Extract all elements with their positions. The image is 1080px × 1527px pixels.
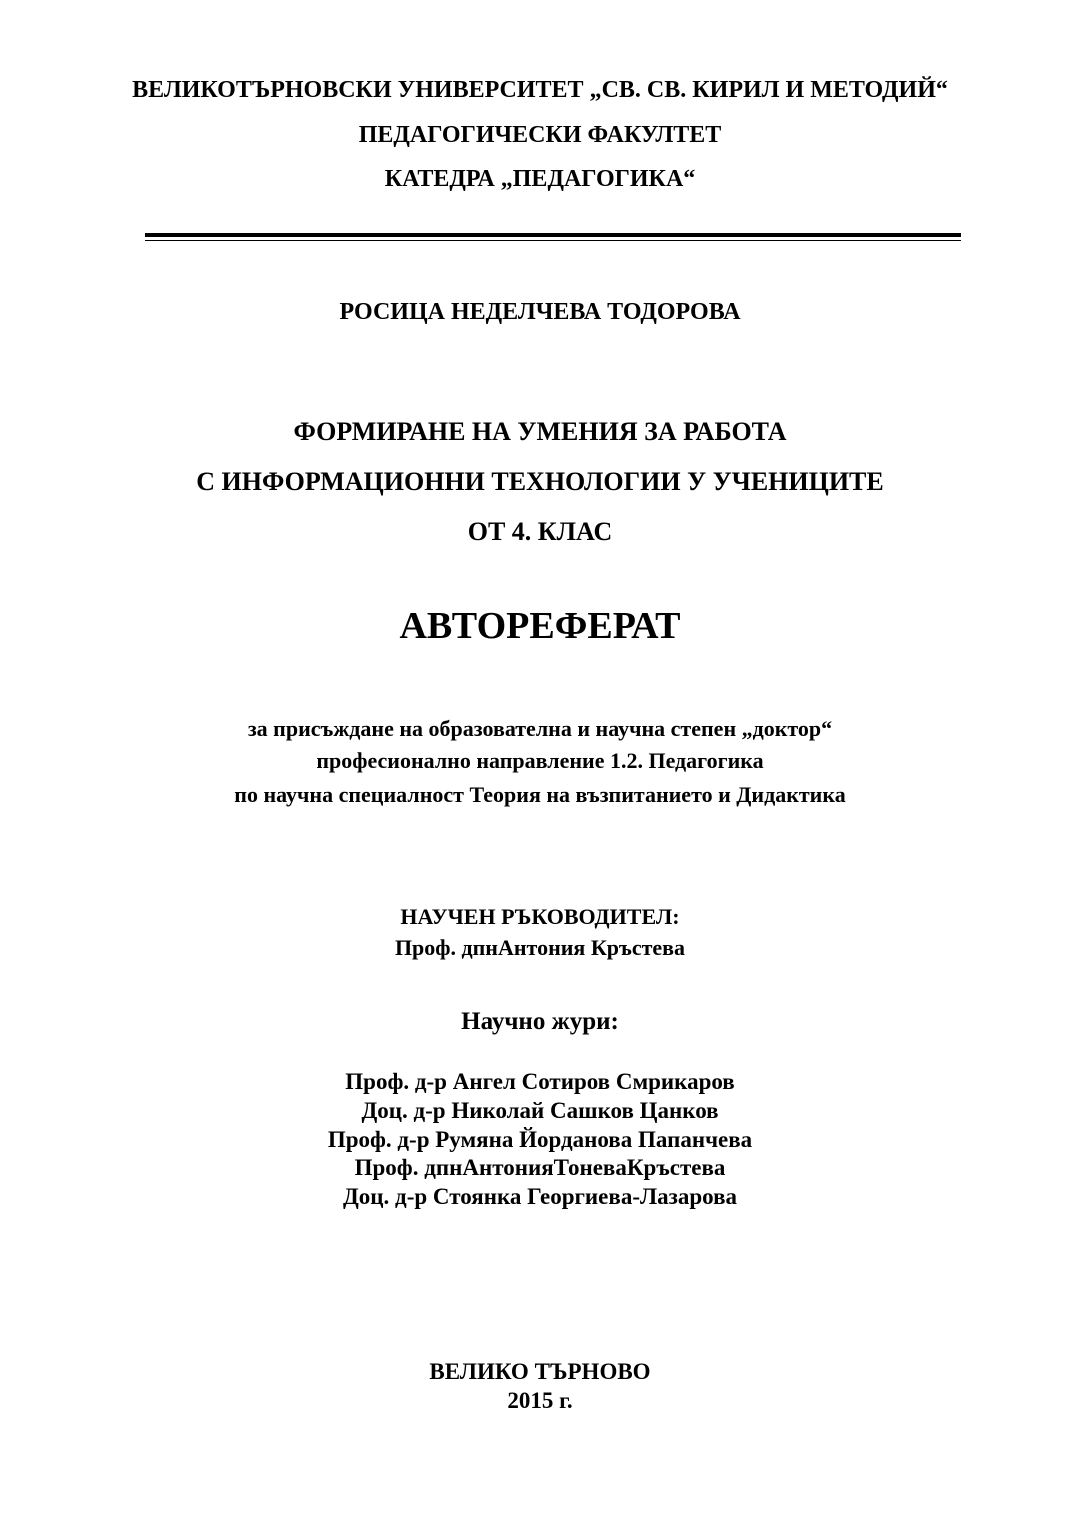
jury-member: Проф. дпнАнтонияТоневаКръстева — [354, 1155, 726, 1180]
purpose-line-1: за присъждане на образователна и научна степен „доктор“ — [247, 716, 833, 741]
jury-member: Доц. д-р Стоянка Георгиева-Лазарова — [342, 1184, 737, 1209]
title-line-2: С ИНФОРМАЦИОННИ ТЕХНОЛОГИИ У УЧЕНИЦИТЕ — [196, 467, 884, 496]
jury-member: Проф. д-р Ангел Сотиров Смрикаров — [345, 1069, 735, 1094]
jury-label: Научно жури: — [461, 1008, 619, 1035]
university-name: ВЕЛИКОТЪРНОВСКИ УНИВЕРСИТЕТ „СВ. СВ. КИРИЛ И МЕТОДИЙ“ — [132, 77, 948, 103]
document-type: АВТОРЕФЕРАТ — [399, 605, 681, 647]
jury-member: Доц. д-р Николай Сашков Цанков — [361, 1098, 719, 1123]
purpose-line-3: по научна специалност Теория на възпитанието и Дидактика — [234, 782, 846, 807]
city: ВЕЛИКО ТЪРНОВО — [429, 1359, 651, 1384]
purpose-line-2: професионално направление 1.2. Педагогика — [316, 748, 764, 773]
department-name: КАТЕДРА „ПЕДАГОГИКА“ — [384, 166, 696, 192]
supervisor-name: Проф. дпнАнтония Кръстева — [394, 935, 686, 960]
supervisor-label: НАУЧЕН РЪКОВОДИТЕЛ: — [400, 904, 680, 929]
header-rule-thick — [145, 233, 961, 237]
faculty-name: ПЕДАГОГИЧЕСКИ ФАКУЛТЕТ — [358, 122, 722, 148]
year: 2015 г. — [507, 1388, 573, 1413]
jury-member: Проф. д-р Румяна Йорданова Папанчева — [327, 1127, 753, 1152]
title-line-1: ФОРМИРАНЕ НА УМЕНИЯ ЗА РАБОТА — [293, 417, 787, 446]
title-line-3: ОТ 4. КЛАС — [467, 517, 613, 546]
author-name: РОСИЦА НЕДЕЛЧЕВА ТОДОРОВА — [339, 299, 741, 325]
header-rule-thin — [145, 240, 961, 241]
